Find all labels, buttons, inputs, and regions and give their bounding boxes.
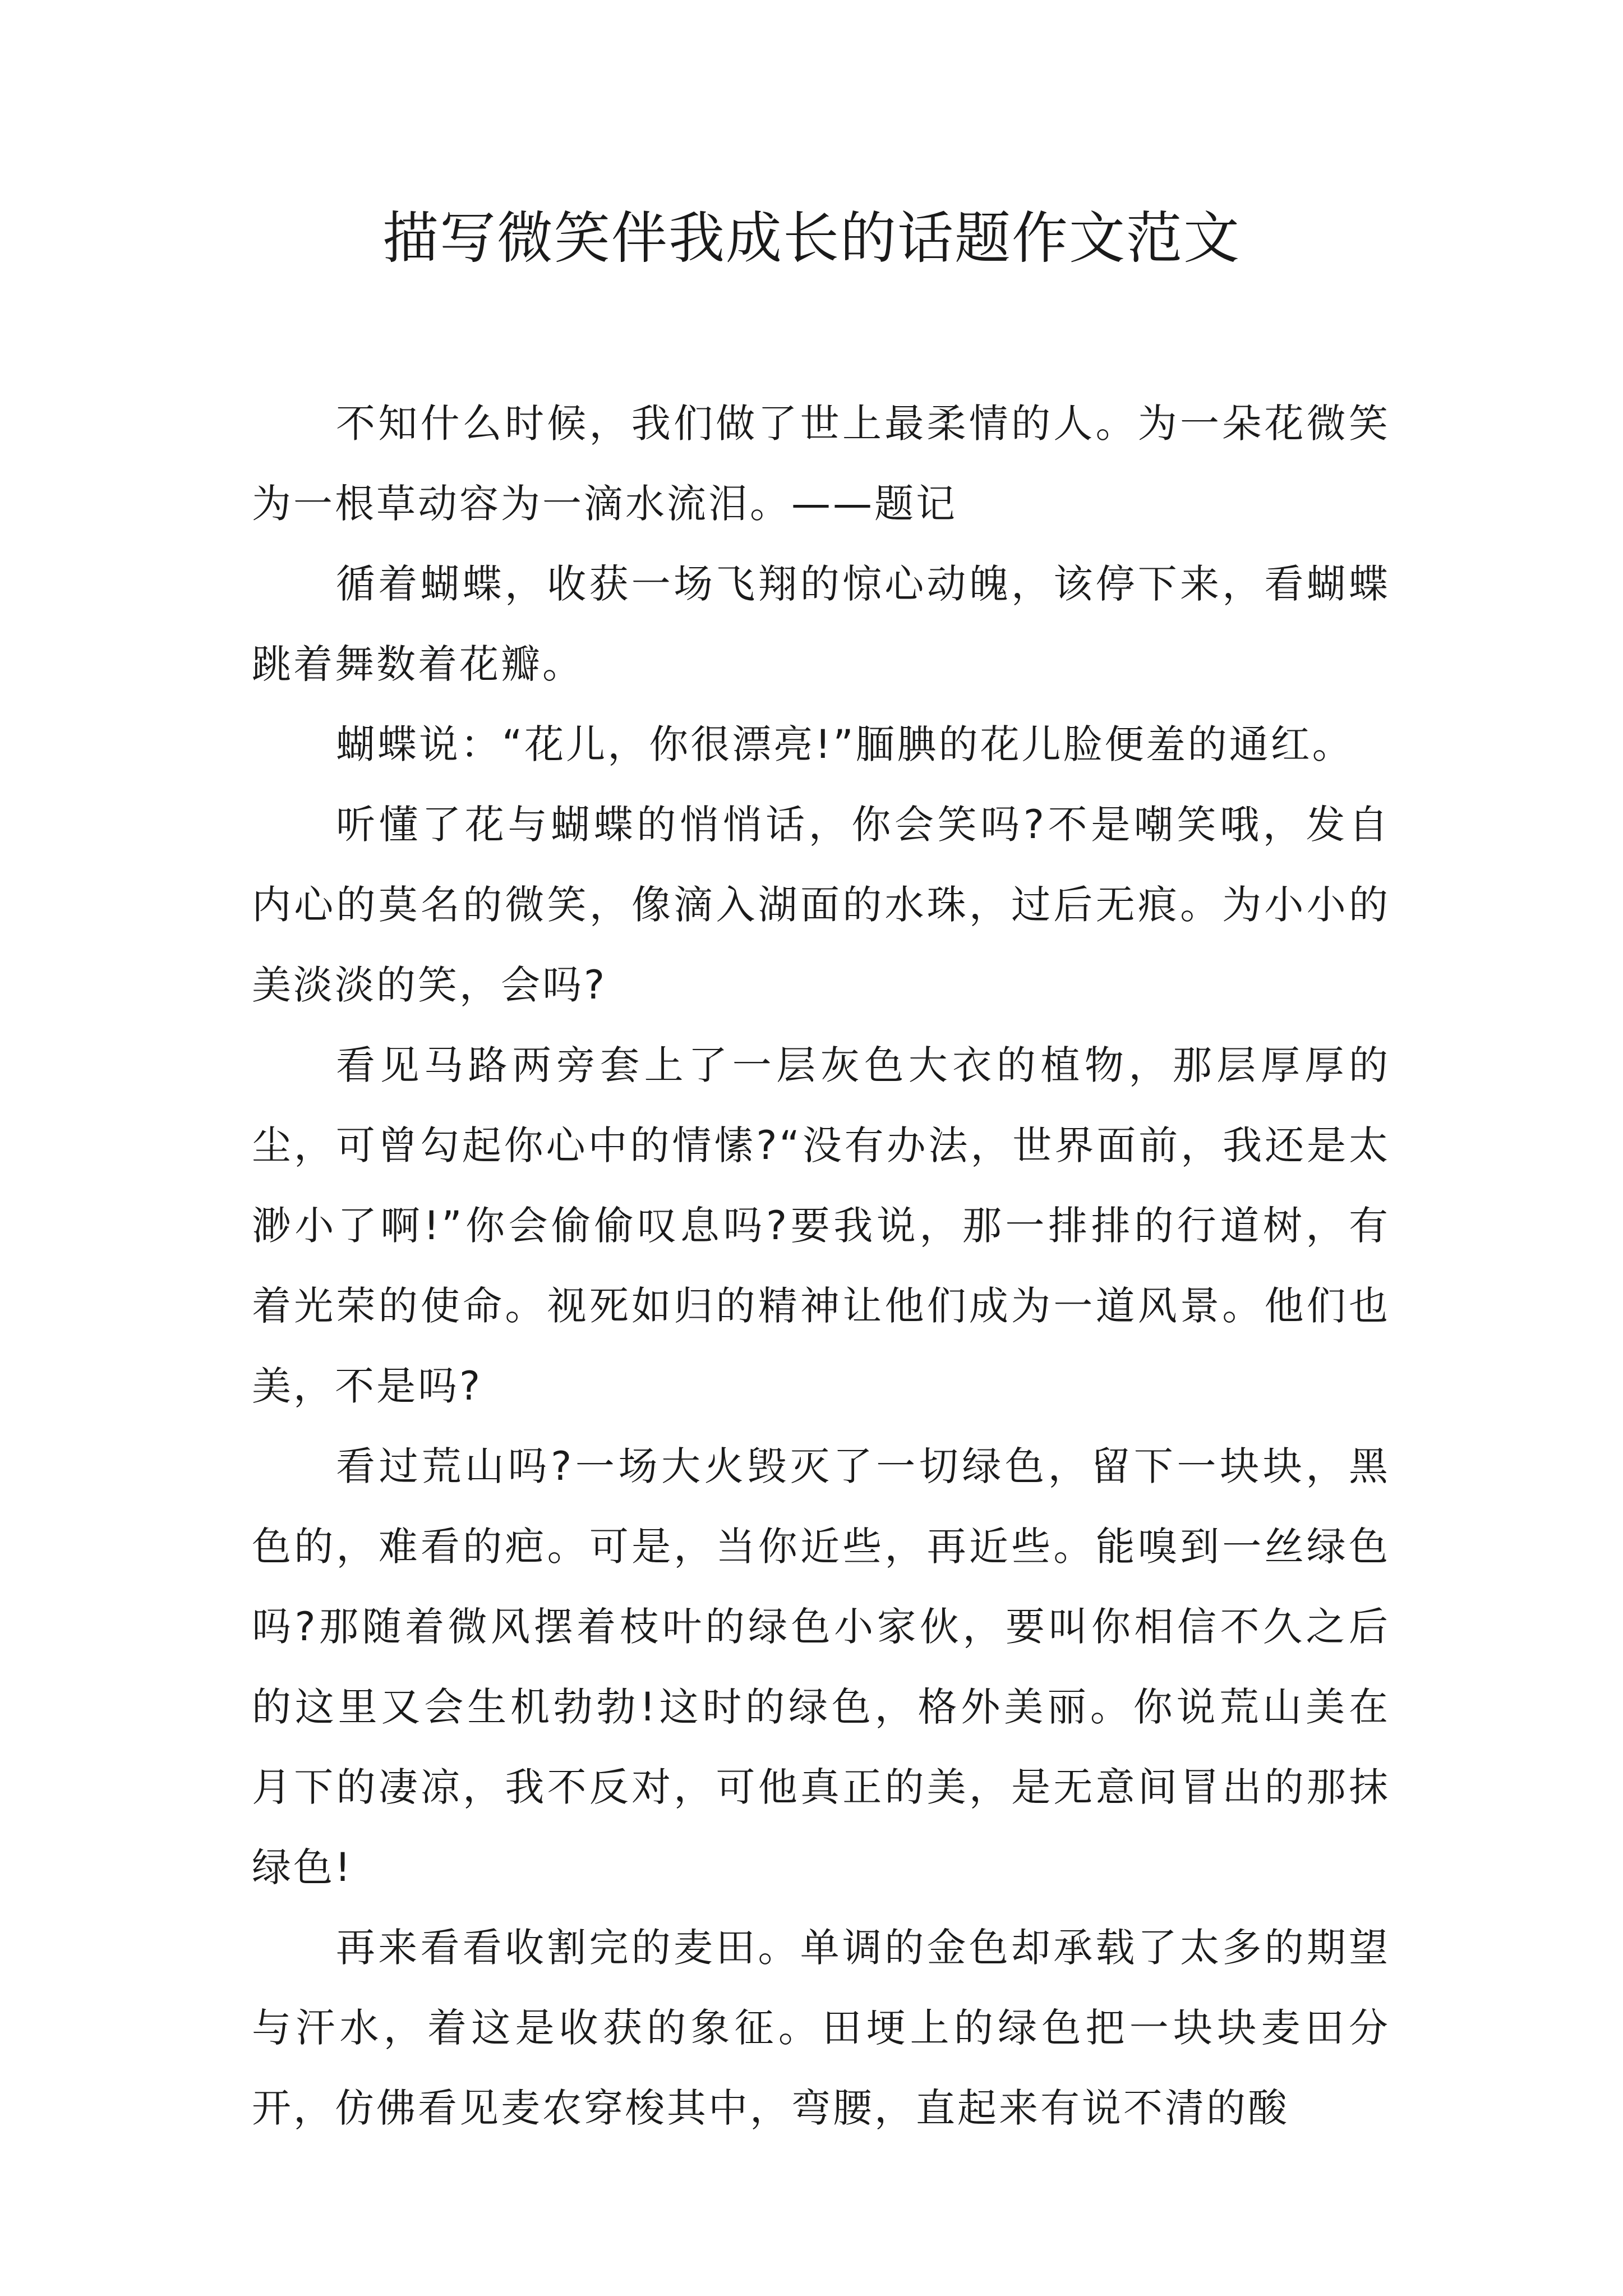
- paragraph: 蝴蝶说：“花儿，你很漂亮!”腼腆的花儿脸便羞的通红。: [336, 721, 1354, 767]
- paragraph: 听懂了花与蝴蝶的悄悄话，你会笑吗?不是嘲笑哦，发自内心的莫名的微笑，像滴入湖面的水珠，过后无痕。为小小的美淡淡的笑，会吗?: [252, 802, 1390, 1008]
- document-title: 描写微笑伴我成长的话题作文范文: [382, 205, 1241, 271]
- paragraph: 看过荒山吗?一场大火毁灭了一切绿色，留下一块块，黑色的，难看的疤。可是，当你近些，再近些。能嗅到一丝绿色吗?那随着微风摆着枝叶的绿色小家伙，要叫你相信不久之后的这里又会生机勃勃!这时的绿色，格外美丽。你说荒山美在月下的凄凉，我不反对，可他真正的美，是无意间冒出的那抹绿色!: [252, 1443, 1390, 1890]
- paragraph: 看见马路两旁套上了一层灰色大衣的植物，那层厚厚的尘，可曾勾起你心中的情愫?“没有办法，世界面前，我还是太渺小了啊!”你会偷偷叹息吗?要我说，那一排排的行道树，有着光荣的使命。视死如归的精神让他们成为一道风景。他们也美，不是吗?: [252, 1042, 1390, 1409]
- document-body: [252, 384, 1390, 2148]
- paragraph: 循着蝴蝶，收获一场飞翔的惊心动魄，该停下来，看蝴蝶跳着舞数着花瓣。: [252, 561, 1390, 687]
- paragraph: 不知什么时候，我们做了世上最柔情的人。为一朵花微笑为一根草动容为一滴水流泪。——题记: [252, 401, 1390, 527]
- paragraph: 再来看看收割完的麦田。单调的金色却承载了太多的期望与汗水，着这是收获的象征。田埂上的绿色把一块块麦田分开，仿佛看见麦农穿梭其中，弯腰，直起来有说不清的酸: [252, 1925, 1390, 2131]
